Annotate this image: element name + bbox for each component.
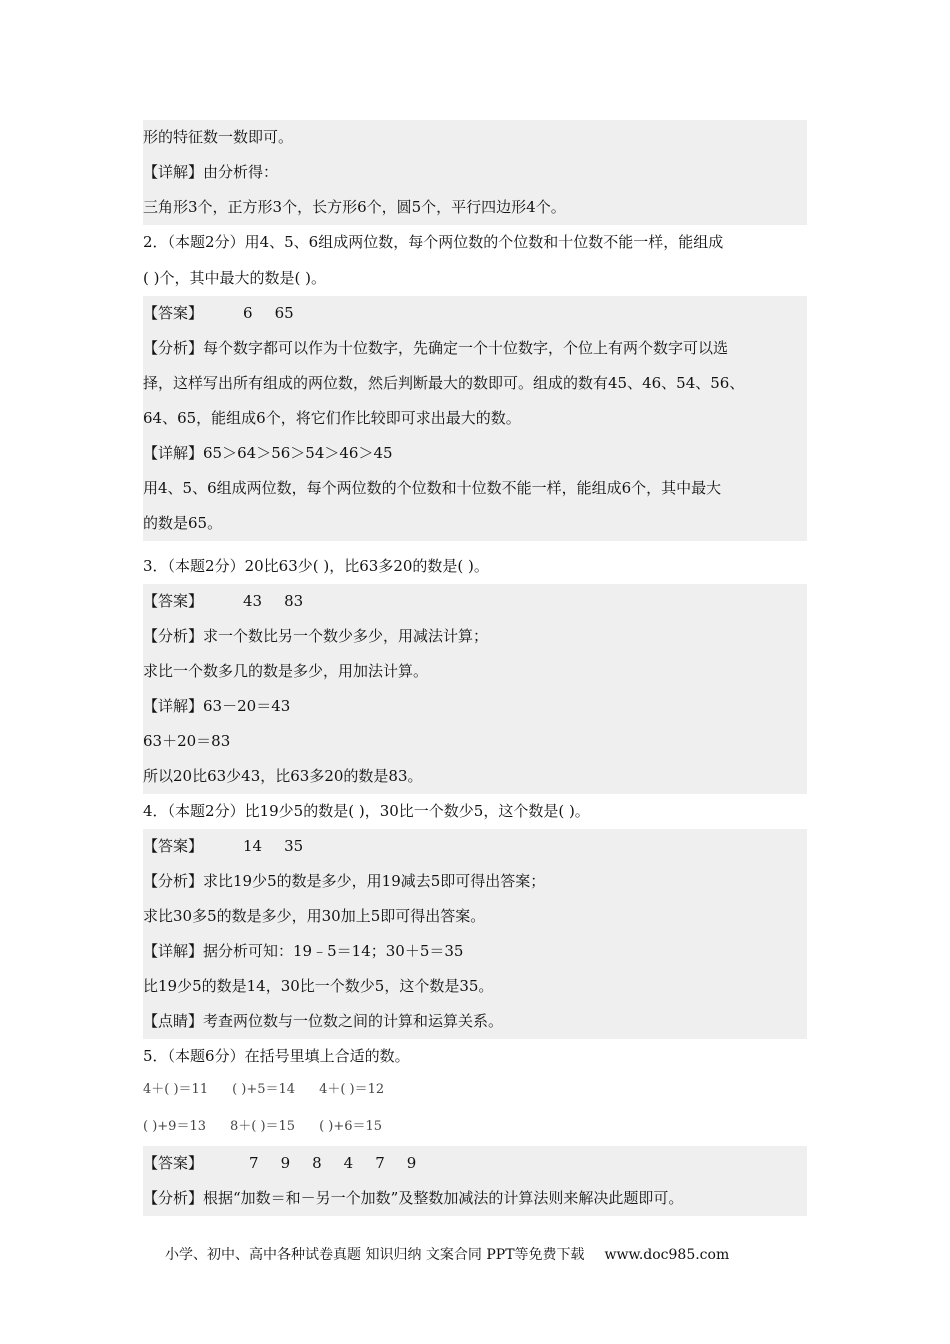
q3-answer-line bbox=[143, 584, 807, 619]
q4-analysis-text-2: 求比30多5的数是多少，用30加上5即可得出答案。 bbox=[143, 907, 486, 925]
q2-detail-text-2: 用4、5、6组成两位数，每个两位数的个位数和十位数不能一样，能组成6个，其中最大 bbox=[143, 479, 722, 497]
q3-detail-line-2 bbox=[143, 724, 807, 759]
q4-answer-label: 【答案】 bbox=[143, 837, 204, 855]
q2-answer-line bbox=[143, 296, 807, 331]
q2-analysis-line-2 bbox=[143, 366, 807, 401]
q2-analysis-label: 【分析】 bbox=[143, 339, 204, 357]
q2-answer-2: 65 bbox=[274, 304, 294, 322]
q5-equation-row-2 bbox=[143, 1108, 807, 1143]
q3-detail-label: 【详解】 bbox=[143, 697, 204, 715]
q5-question-line bbox=[143, 1039, 807, 1074]
q3-detail-line-1 bbox=[143, 689, 807, 724]
q2-question-line-1 bbox=[143, 225, 807, 260]
q5-answer-3: 8 bbox=[312, 1154, 322, 1172]
q3-answer-2: 83 bbox=[284, 592, 304, 610]
q5-answer-1: 7 bbox=[249, 1154, 259, 1172]
q5-equation: ( )+6＝15 bbox=[319, 1119, 383, 1134]
q5-number: 5． bbox=[143, 1047, 168, 1065]
q4-answer-line bbox=[143, 829, 807, 864]
q5-analysis-text: 根据“加数＝和－另一个加数”及整数加减法的计算法则来解决此题即可。 bbox=[203, 1189, 684, 1207]
q1-analysis-tail bbox=[143, 120, 807, 155]
q5-answer-line bbox=[143, 1146, 807, 1181]
q4-point-text: 考查两位数与一位数之间的计算和运算关系。 bbox=[203, 1012, 504, 1030]
q3-answer-values bbox=[243, 592, 325, 610]
q2-answer-1: 6 bbox=[243, 304, 253, 322]
q3-analysis-label: 【分析】 bbox=[143, 627, 204, 645]
q4-analysis-line-1 bbox=[143, 864, 807, 899]
q4-point-line bbox=[143, 1004, 807, 1039]
q1-detail-text: 由分析得： bbox=[203, 163, 279, 181]
q1-result-line bbox=[143, 190, 807, 225]
q3-answer-1: 43 bbox=[243, 592, 263, 610]
q4-detail-line-2 bbox=[143, 969, 807, 1004]
q5-analysis-label: 【分析】 bbox=[143, 1189, 204, 1207]
q3-detail-text-2: 63＋20＝83 bbox=[143, 732, 231, 750]
q2-detail-label: 【详解】 bbox=[143, 444, 204, 462]
q2-answer-values bbox=[243, 304, 316, 322]
q4-detail-text-1: 据分析可知：19﹣5＝14；30＋5＝35 bbox=[203, 942, 464, 960]
q2-detail-line-2 bbox=[143, 471, 807, 506]
q3-analysis-line-2 bbox=[143, 654, 807, 689]
q2-analysis-text-1: 每个数字都可以作为十位数字，先确定一个十位数字，个位上有两个数字可以选 bbox=[203, 339, 729, 357]
footer-text: 小学、初中、高中各种试卷真题 知识归纳 文案合同 PPT等免费下载 bbox=[165, 1247, 585, 1263]
q2-number: 2． bbox=[143, 233, 168, 251]
q1-result-text: 三角形3个，正方形3个，长方形6个，圆5个，平行四边形4个。 bbox=[143, 198, 566, 216]
q2-analysis-text-2: 择，这样写出所有组成的两位数，然后判断最大的数即可。组成的数有45、46、54、56、 bbox=[143, 374, 745, 392]
q5-equation: 8＋( )＝15 bbox=[229, 1119, 296, 1134]
q2-detail-line-1 bbox=[143, 436, 807, 471]
q3-detail-text-3: 所以20比63少43，比63多20的数是83。 bbox=[143, 767, 423, 785]
q5-equation: ( )+5＝14 bbox=[232, 1082, 296, 1097]
q2-detail-text-3: 的数是65。 bbox=[143, 514, 223, 532]
q3-detail-text-1: 63－20＝43 bbox=[203, 697, 291, 715]
q4-point-label: 【点睛】 bbox=[143, 1012, 204, 1030]
page-footer bbox=[165, 1243, 805, 1267]
q1-detail-line bbox=[143, 155, 807, 190]
q5-equation: 4＋( )＝11 bbox=[143, 1082, 209, 1097]
q4-analysis-text-1: 求比19少5的数是多少，用19减去5即可得出答案； bbox=[203, 872, 546, 890]
q4-question-line bbox=[143, 794, 807, 829]
q3-analysis-text-1: 求一个数比另一个数少多少，用减法计算； bbox=[203, 627, 489, 645]
q3-analysis-text-2: 求比一个数多几的数是多少，用加法计算。 bbox=[143, 662, 429, 680]
q5-answer-4: 4 bbox=[343, 1154, 354, 1172]
q2-detail-line-3 bbox=[143, 506, 807, 541]
q5-answer-2: 9 bbox=[280, 1154, 291, 1172]
q4-detail-label: 【详解】 bbox=[143, 942, 204, 960]
q5-equation: ( )+9＝13 bbox=[143, 1119, 206, 1134]
q3-answer-label: 【答案】 bbox=[143, 592, 204, 610]
q4-answer-2: 35 bbox=[284, 837, 304, 855]
q1-detail-label: 【详解】 bbox=[143, 163, 204, 181]
q4-detail-line-1 bbox=[143, 934, 807, 969]
q2-question-text-2: ( )个，其中最大的数是( )。 bbox=[143, 269, 326, 287]
q1-analysis-text: 形的特征数一数即可。 bbox=[143, 128, 294, 146]
q4-detail-text-2: 比19少5的数是14，30比一个数少5，这个数是35。 bbox=[143, 977, 494, 995]
q2-question-line-2 bbox=[143, 261, 807, 296]
q4-question-text: （本题2分）比19少5的数是( )，30比一个数少5，这个数是( )。 bbox=[167, 802, 590, 820]
q5-answer-values bbox=[249, 1154, 438, 1172]
q2-analysis-text-3: 64、65，能组成6个，将它们作比较即可求出最大的数。 bbox=[143, 409, 521, 427]
q4-analysis-label: 【分析】 bbox=[143, 872, 204, 890]
footer-site-link[interactable]: www.doc985.com bbox=[604, 1247, 730, 1263]
q3-question-line bbox=[143, 549, 807, 584]
q3-number: 3． bbox=[143, 557, 168, 575]
q2-question-text: （本题2分）用4、5、6组成两位数，每个两位数的个位数和十位数不能一样，能组成 bbox=[167, 233, 724, 251]
q5-equation: 4＋( )＝12 bbox=[319, 1082, 385, 1097]
q5-question-text: （本题6分）在括号里填上合适的数。 bbox=[167, 1047, 410, 1065]
q3-detail-line-3 bbox=[143, 759, 807, 794]
q2-detail-text-1: 65＞64＞56＞54＞46＞45 bbox=[203, 444, 393, 462]
q4-answer-values bbox=[243, 837, 325, 855]
q2-answer-label: 【答案】 bbox=[143, 304, 204, 322]
q4-number: 4． bbox=[143, 802, 168, 820]
q2-analysis-line-1 bbox=[143, 331, 807, 366]
q3-question-text: （本题2分）20比63少( )，比63多20的数是( )。 bbox=[167, 557, 489, 575]
q4-answer-1: 14 bbox=[243, 837, 263, 855]
q5-equation-row-1 bbox=[143, 1071, 807, 1106]
q5-analysis-line bbox=[143, 1181, 807, 1216]
q2-analysis-line-3 bbox=[143, 401, 807, 436]
q5-answer-label: 【答案】 bbox=[143, 1154, 204, 1172]
q5-answer-6: 9 bbox=[406, 1154, 417, 1172]
q5-answer-5: 7 bbox=[375, 1154, 385, 1172]
q3-analysis-line-1 bbox=[143, 619, 807, 654]
q4-analysis-line-2 bbox=[143, 899, 807, 934]
